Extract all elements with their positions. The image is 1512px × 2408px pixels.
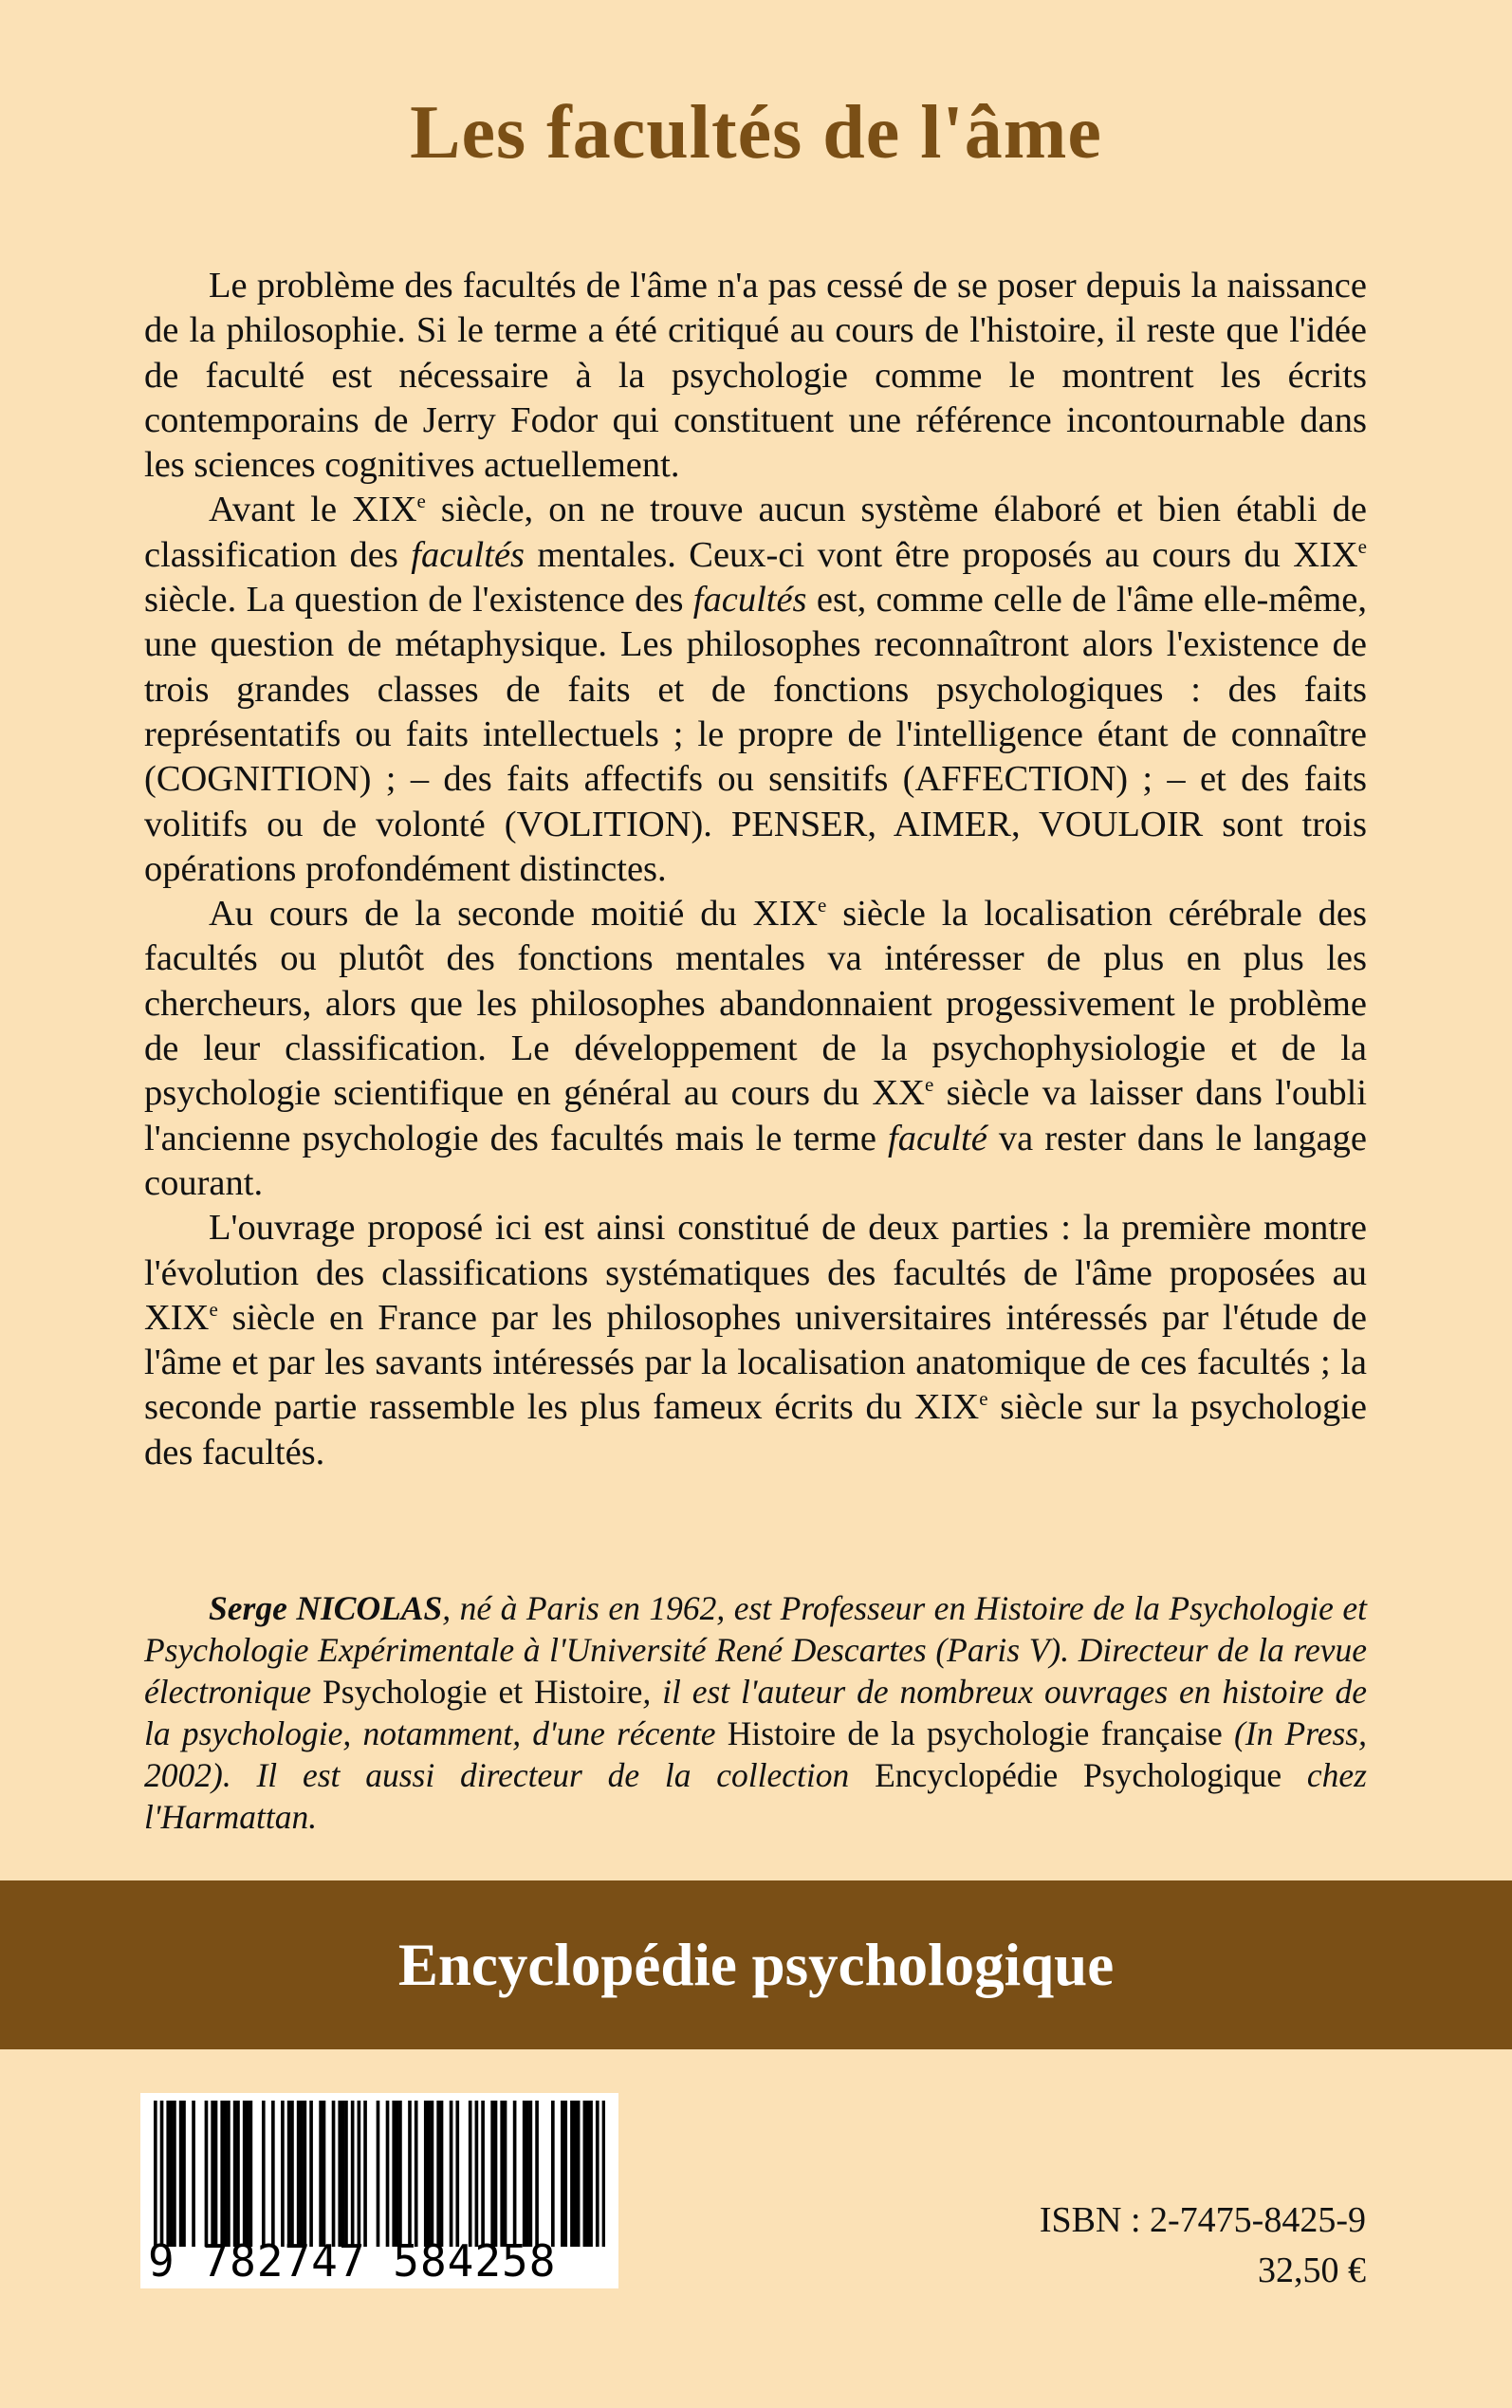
barcode-bars xyxy=(154,2101,605,2247)
barcode-bar xyxy=(589,2101,593,2247)
isbn-number: ISBN : 2-7475-8425-9 xyxy=(1039,2200,1366,2240)
collection-banner xyxy=(0,1880,1512,2049)
barcode-bar xyxy=(481,2101,485,2247)
barcode-bar xyxy=(436,2101,440,2247)
collection-title: Encyclopédie psychologique xyxy=(397,1932,1115,1998)
barcode-bar xyxy=(431,2101,434,2247)
barcode-bar xyxy=(224,2101,228,2247)
barcode-bar xyxy=(490,2101,494,2247)
barcode-bar xyxy=(583,2101,587,2247)
barcode-bar xyxy=(309,2101,313,2247)
barcode-bar xyxy=(205,2101,209,2247)
barcode-bar xyxy=(500,2101,504,2247)
barcode-bar xyxy=(249,2101,253,2247)
barcode-bar xyxy=(408,2101,412,2247)
barcode-bar xyxy=(344,2101,348,2247)
barcode-bar xyxy=(192,2101,195,2247)
barcode-bar xyxy=(323,2101,326,2247)
barcode-bar xyxy=(179,2101,183,2247)
barcode-bar xyxy=(271,2101,275,2247)
price: 32,50 € xyxy=(1258,2251,1366,2290)
barcode-bar xyxy=(182,2101,186,2247)
barcode-bar xyxy=(363,2101,367,2247)
book-title: Les facultés de l'âme xyxy=(410,91,1102,175)
barcode-bar xyxy=(475,2101,479,2247)
barcode-bar xyxy=(300,2101,304,2247)
barcode-digits: 9 782747 584258 xyxy=(148,2235,557,2287)
barcode-bar xyxy=(173,2101,176,2247)
summary-text xyxy=(144,264,1367,1475)
barcode-bar xyxy=(455,2101,459,2247)
barcode-bar xyxy=(281,2101,285,2247)
barcode-bar xyxy=(440,2101,444,2247)
barcode-bar xyxy=(160,2101,164,2247)
barcode-bar xyxy=(396,2101,399,2247)
barcode-bar xyxy=(573,2101,577,2247)
barcode-bar xyxy=(233,2101,237,2247)
barcode-bar xyxy=(526,2101,529,2247)
barcode-bar xyxy=(596,2101,599,2247)
barcode-bar xyxy=(246,2101,249,2247)
journal-name: Psychologie et Histoire xyxy=(323,1673,643,1711)
barcode-bar xyxy=(529,2101,533,2247)
barcode-bar xyxy=(304,2101,307,2247)
barcode-bar xyxy=(243,2101,247,2247)
barcode-bar xyxy=(577,2101,581,2247)
barcode-bar xyxy=(319,2101,323,2247)
barcode-bar xyxy=(561,2101,564,2247)
barcode-bar xyxy=(236,2101,240,2247)
author-name: Serge NICOLAS xyxy=(209,1589,443,1627)
barcode-bar xyxy=(469,2101,472,2247)
summary-paragraph-4: L'ouvrage proposé ici est ainsi constitué de deux parties : la première montre l'évolution des classifications systématiques des facultés de l'âme proposées au XIXe siècle en France par les philosophes universitaires intéressés par l'étude de l'âme et par les savants intéressés par la localisation anatomique de ces facultés ; la seconde partie rassemble les plus fameux écrits du XIXe siècle sur la psychologie des facultés. xyxy=(144,1208,1367,1473)
author-bio: Serge NICOLAS, né à Paris en 1962, est Professeur en Histoire de la Psychologie et Psychologie Expérimentale à l'Université René Descartes (Paris V). Directeur de la revue électronique Psychologie et Histoire, il est l'auteur de nombreux ouvrages en histoire de la psychologie, notamment, d'une récente Histoire de la psychologie française (In Press, 2002). Il est aussi directeur de la collection Encyclopédie Psychologique chez l'Harmattan. xyxy=(144,1589,1368,1836)
barcode-bar xyxy=(504,2101,507,2247)
barcode-bar xyxy=(424,2101,428,2247)
barcode-bar xyxy=(523,2101,526,2247)
barcode-bar xyxy=(535,2101,539,2247)
barcode-bar xyxy=(211,2101,214,2247)
collection-reference: Encyclopédie Psychologique xyxy=(875,1756,1282,1794)
barcode-bar xyxy=(415,2101,418,2247)
barcode-bar xyxy=(513,2101,517,2247)
barcode-bar xyxy=(166,2101,170,2247)
barcode-bar xyxy=(602,2101,605,2247)
barcode-bar xyxy=(297,2101,301,2247)
barcode-bar xyxy=(170,2101,174,2247)
barcode-bar xyxy=(262,2101,266,2247)
barcode-bar xyxy=(220,2101,224,2247)
barcode-bar xyxy=(332,2101,336,2247)
barcode-bar xyxy=(154,2101,157,2247)
barcode-bar xyxy=(427,2101,431,2247)
barcode-bar xyxy=(450,2101,453,2247)
barcode-bar xyxy=(227,2101,230,2247)
summary-paragraph-3: Au cours de la seconde moitié du XIXe siècle la localisation cérébrale des facultés ou plutôt des fonctions mentales va intéresser de plus en plus les chercheurs, alors que les philosophes abandonnaient progessivement le problème de leur classification. Le développement de la psychophysiologie et de la psychologie scientifique en général au cours du XXe siècle va laisser dans l'oubli l'ancienne psychologie des facultés mais le terme faculté va rester dans le langage courant. xyxy=(144,894,1368,1203)
barcode-bar xyxy=(586,2101,590,2247)
barcode-bar xyxy=(398,2101,402,2247)
barcode-bar xyxy=(287,2101,291,2247)
barcode-bar xyxy=(338,2101,341,2247)
barcode-bar xyxy=(392,2101,396,2247)
barcode-bar xyxy=(386,2101,390,2247)
barcode-bar xyxy=(214,2101,218,2247)
barcode-bar xyxy=(358,2101,361,2247)
summary-paragraph-2: Avant le XIXe siècle, on ne trouve aucun système élaboré et bien établi de classification des facultés mentales. Ceux-ci vont être proposés au cours du XIXe siècle. La question de l'existence des facultés est, comme celle de l'âme elle-même, une question de métaphysique. Les philosophes reconnaîtront alors l'existence de trois grandes classes de faits et de fonctions psychologiques : des faits représentatifs ou faits intellectuels ; le propre de l'intelligence étant de connaître (COGNITION) ; – des faits affectifs ou sensitifs (AFFECTION) ; – et des faits volitifs ou de volonté (VOLITION). PENSER, AIMER, VOULOIR sont trois opérations profondément distinctes. xyxy=(144,490,1368,889)
summary-paragraph-1: Le problème des facultés de l'âme n'a pas cessé de se poser depuis la naissance de la philosophie. Si le terme a été critiqué au cours de l'histoire, il reste que l'idée de faculté est nécessaire à la psychologie comme le montrent les écrits contemporains de Jerry Fodor qui constituent une référence incontournable dans les sciences cognitives actuellement. xyxy=(144,266,1367,486)
barcode-bar xyxy=(551,2101,555,2247)
barcode-bar xyxy=(494,2101,498,2247)
barcode-bar xyxy=(351,2101,355,2247)
barcode xyxy=(140,2093,618,2288)
barcode-bar xyxy=(377,2101,380,2247)
barcode-bar xyxy=(290,2101,294,2247)
barcode-bar xyxy=(563,2101,567,2247)
referenced-book-title: Histoire de la psychologie française xyxy=(727,1714,1223,1752)
barcode-bar xyxy=(570,2101,574,2247)
barcode-bar xyxy=(341,2101,345,2247)
